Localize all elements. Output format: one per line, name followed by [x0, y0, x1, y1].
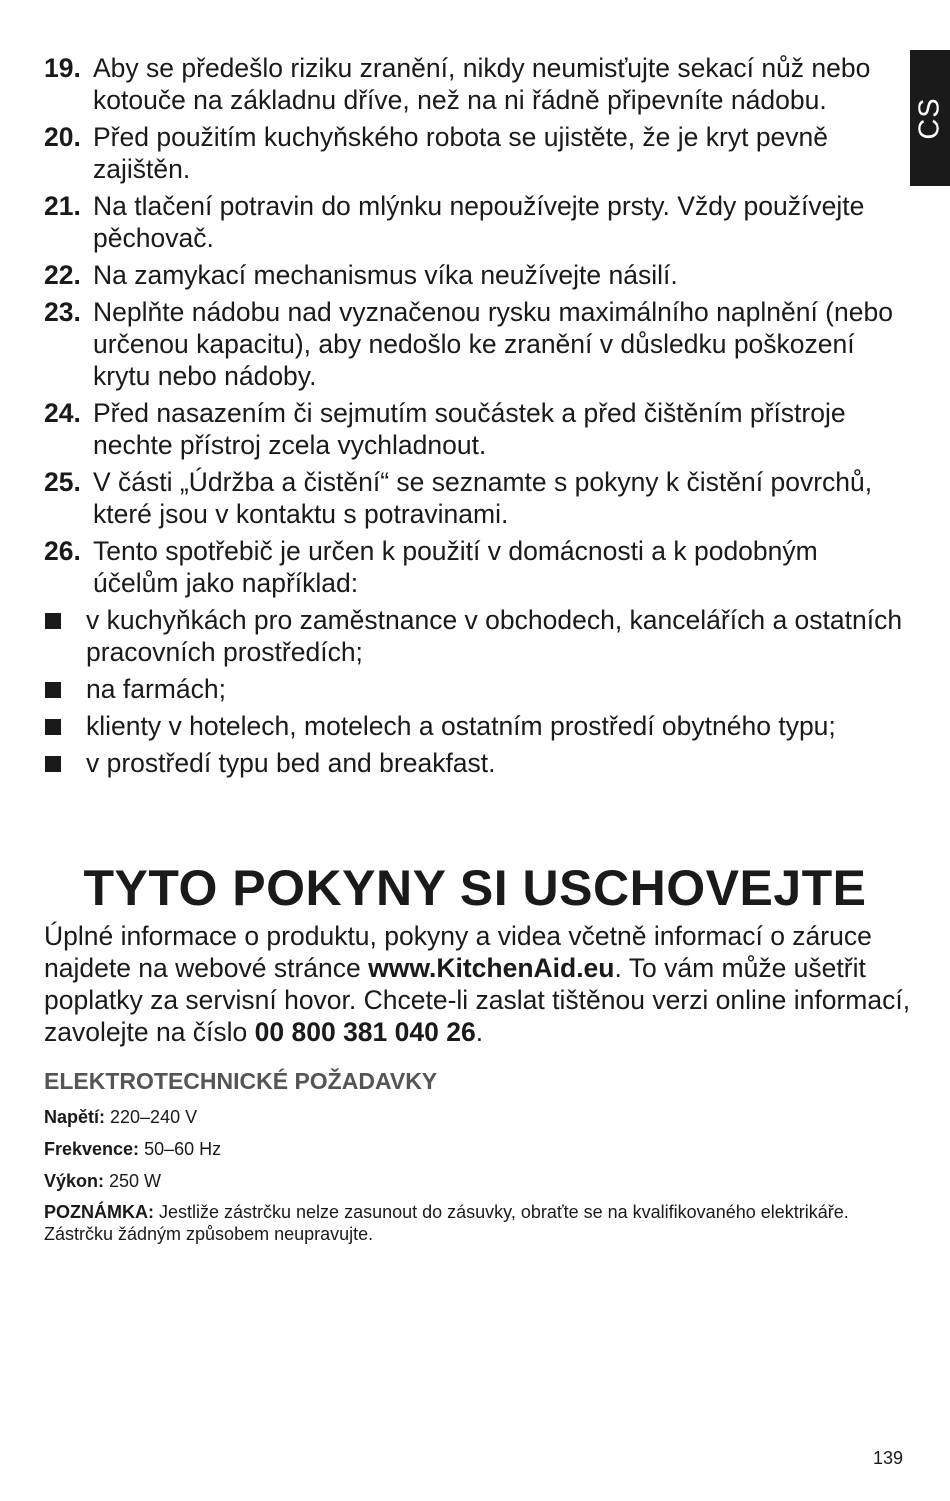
item-text: Na zamykací mechanismus víka neužívejte násilí. — [93, 260, 678, 290]
list-item — [44, 397, 904, 461]
language-code: CS — [913, 96, 946, 140]
list-item — [44, 535, 904, 784]
website-link: www.KitchenAid.eu — [368, 953, 615, 983]
list-item — [44, 466, 904, 530]
item-number: 24. — [44, 398, 81, 428]
bullet-text: v prostředí typu bed and breakfast. — [86, 748, 496, 778]
phone-number: 00 800 381 040 26 — [254, 1017, 476, 1047]
item-number: 22. — [44, 260, 81, 290]
info-text: . — [475, 1017, 484, 1047]
list-item — [44, 52, 904, 116]
note-label: POZNÁMKA: — [44, 1202, 154, 1222]
item-text: Neplňte nádobu nad vyznačenou rysku maximálního naplnění (nebo určenou kapacitu), aby nedošlo ke zranění v důsledku poškození krytu nebo nádoby. — [93, 297, 893, 391]
spec-value: 250 W — [104, 1171, 162, 1191]
spec-value: 220–240 V — [105, 1107, 198, 1127]
item-text: Aby se předešlo riziku zranění, nikdy neumisťujte sekací nůž nebo kotouče na základnu dříve, než na ni řádně připevníte nádobu. — [93, 53, 871, 115]
language-tab — [910, 50, 950, 186]
item-text: Na tlačení potravin do mlýnku nepoužívejte prsty. Vždy používejte pěchovač. — [93, 191, 865, 253]
item-number: 26. — [44, 536, 81, 566]
item-number: 25. — [44, 467, 81, 497]
spec-value: 50–60 Hz — [139, 1139, 222, 1159]
power-spec — [44, 1170, 161, 1192]
bullet-item — [0, 710, 904, 742]
page-heading: TYTO POKYNY SI USCHOVEJTE — [83, 860, 867, 916]
square-bullet-icon — [44, 673, 86, 705]
item-text: Před použitím kuchyňského robota se ujistěte, že je kryt pevně zajištěn. — [93, 122, 829, 184]
item-text-content: Tento spotřebič je určen k použití v domácnosti a k podobným účelům jako například: — [93, 536, 818, 598]
info-text: Úplné informace o produktu, pokyny a videa včetně informací o záruce najdete na webové stránce — [44, 921, 872, 983]
spec-label: Výkon: — [44, 1171, 105, 1191]
item-text: Před nasazením či sejmutím součástek a před čištěním přístroje nechte přístroj zcela vychladnout. — [93, 398, 846, 460]
item-number: 21. — [44, 191, 81, 221]
info-paragraph — [44, 920, 914, 1048]
voltage-spec — [44, 1106, 197, 1128]
item-text — [86, 535, 904, 784]
item-text: V části „Údržba a čistění“ se seznamte s pokyny k čistění povrchů, které jsou v kontaktu s potravinami. — [93, 467, 873, 529]
bullet-item — [0, 673, 904, 705]
square-bullet-icon — [44, 710, 86, 742]
spec-label: Napětí: — [44, 1107, 106, 1127]
list-item — [44, 259, 904, 291]
square-bullet-icon — [44, 747, 86, 779]
page-number: 139 — [873, 1448, 904, 1468]
bullet-list — [86, 604, 904, 779]
list-item — [44, 296, 904, 392]
list-item — [44, 190, 904, 254]
bullet-item — [0, 747, 904, 779]
info-text: . To vám může ušetřit poplatky za servisní hovor. Chcete-li zaslat tištěnou verzi online informací, zavolejte na číslo — [44, 953, 911, 1047]
bullet-text: klienty v hotelech, motelech a ostatním prostředí obytného typu; — [86, 711, 836, 741]
bullet-item — [0, 604, 904, 668]
list-item — [44, 121, 904, 185]
frequency-spec — [44, 1138, 221, 1160]
item-number: 20. — [44, 122, 81, 152]
safety-instructions-list — [44, 52, 904, 789]
note-paragraph — [44, 1201, 904, 1245]
spec-label: Frekvence: — [44, 1139, 140, 1159]
item-number: 19. — [44, 53, 81, 83]
note-text: Jestliže zástrčku nelze zasunout do zásuvky, obraťte se na kvalifikovaného elektrikáře. Zástrčku žádným způsobem neupravujte. — [44, 1202, 849, 1244]
item-number: 23. — [44, 297, 81, 327]
square-bullet-icon — [44, 604, 86, 668]
section-heading: ELEKTROTECHNICKÉ POŽADAVKY — [44, 1068, 438, 1094]
bullet-text: na farmách; — [86, 674, 226, 704]
bullet-text: v kuchyňkách pro zaměstnance v obchodech, kancelářích a ostatních pracovních prostředích; — [86, 605, 903, 667]
